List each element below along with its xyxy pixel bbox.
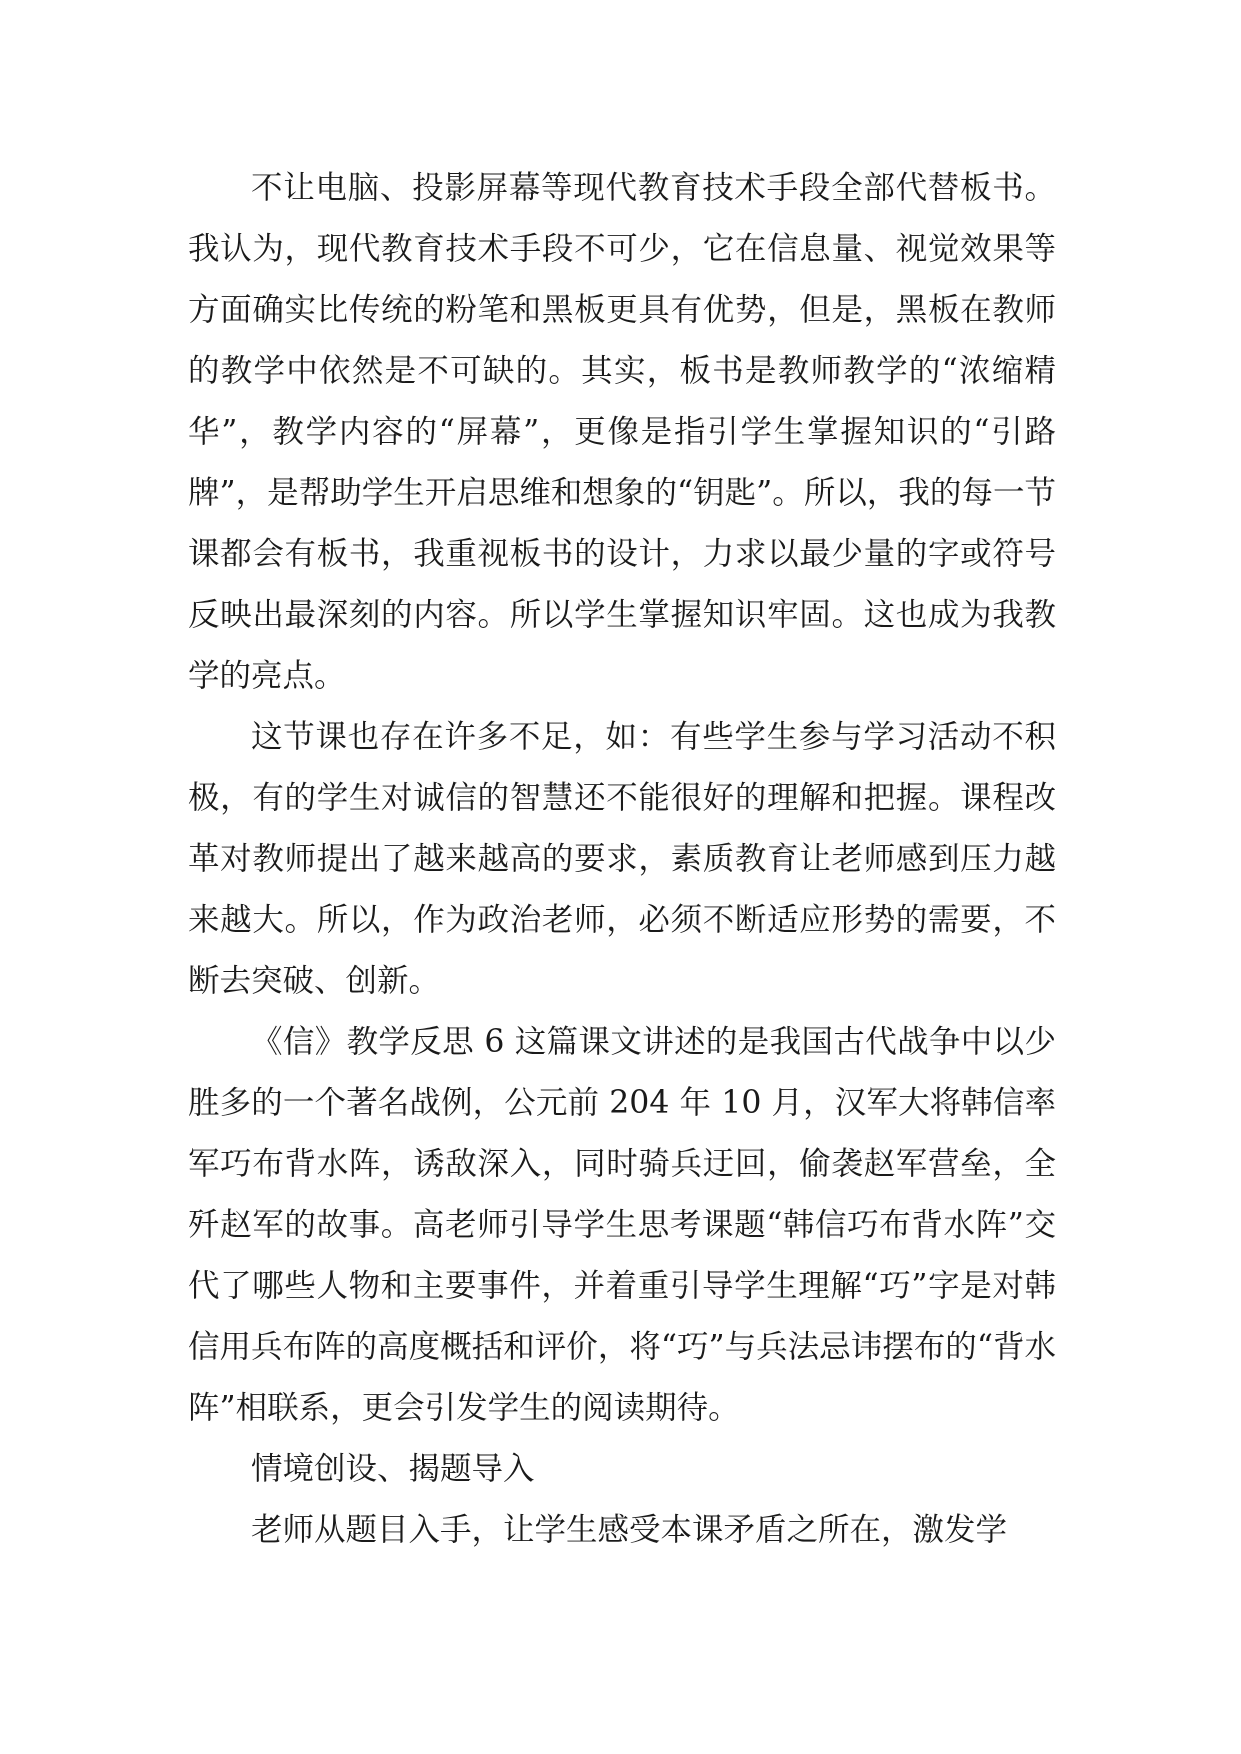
paragraph-reflection-6: 《信》教学反思 6 这篇课文讲述的是我国古代战争中以少胜多的一个著名战例，公元前 204 年 10 月，汉军大将韩信率军巧布背水阵，诱敌深入，同时骑兵迂回，偷袭赵军营垒，全歼赵军的故事。高老师引导学生思考课题“韩信巧布背水阵”交代了哪些人物和主要事件，并着重引导学生理解“巧”字是对韩信用兵布阵的高度概括和评价，将“巧”与兵法忌讳摆布的“背水阵”相联系，更会引发学生的阅读期待。 xyxy=(188,1024,1056,1426)
paragraph-shortcomings: 这节课也存在许多不足，如：有些学生参与学习活动不积极，有的学生对诚信的智慧还不能很好的理解和把握。课程改革对教师提出了越来越高的要求，素质教育让老师感到压力越来越大。所以，作为政治老师，必须不断适应形势的需要，不断去突破、创新。 xyxy=(188,719,1056,999)
body-text xyxy=(188,158,1056,1561)
paragraph-intro: 老师从题目入手，让学生感受本课矛盾之所在，激发学 xyxy=(251,1512,1008,1548)
paragraph-blackboard: 不让电脑、投影屏幕等现代教育技术手段全部代替板书。我认为，现代教育技术手段不可少，它在信息量、视觉效果等方面确实比传统的粉笔和黑板更具有优势，但是，黑板在教师的教学中依然是不可缺的。其实，板书是教师教学的“浓缩精华”，教学内容的“屏幕”，更像是指引学生掌握知识的“引路牌”，是帮助学生开启思维和想象的“钥匙”。所以，我的每一节课都会有板书，我重视板书的设计，力求以最少量的字或符号反映出最深刻的内容。所以学生掌握知识牢固。这也成为我教学的亮点。 xyxy=(188,170,1056,694)
section-heading: 情境创设、揭题导入 xyxy=(251,1451,535,1487)
